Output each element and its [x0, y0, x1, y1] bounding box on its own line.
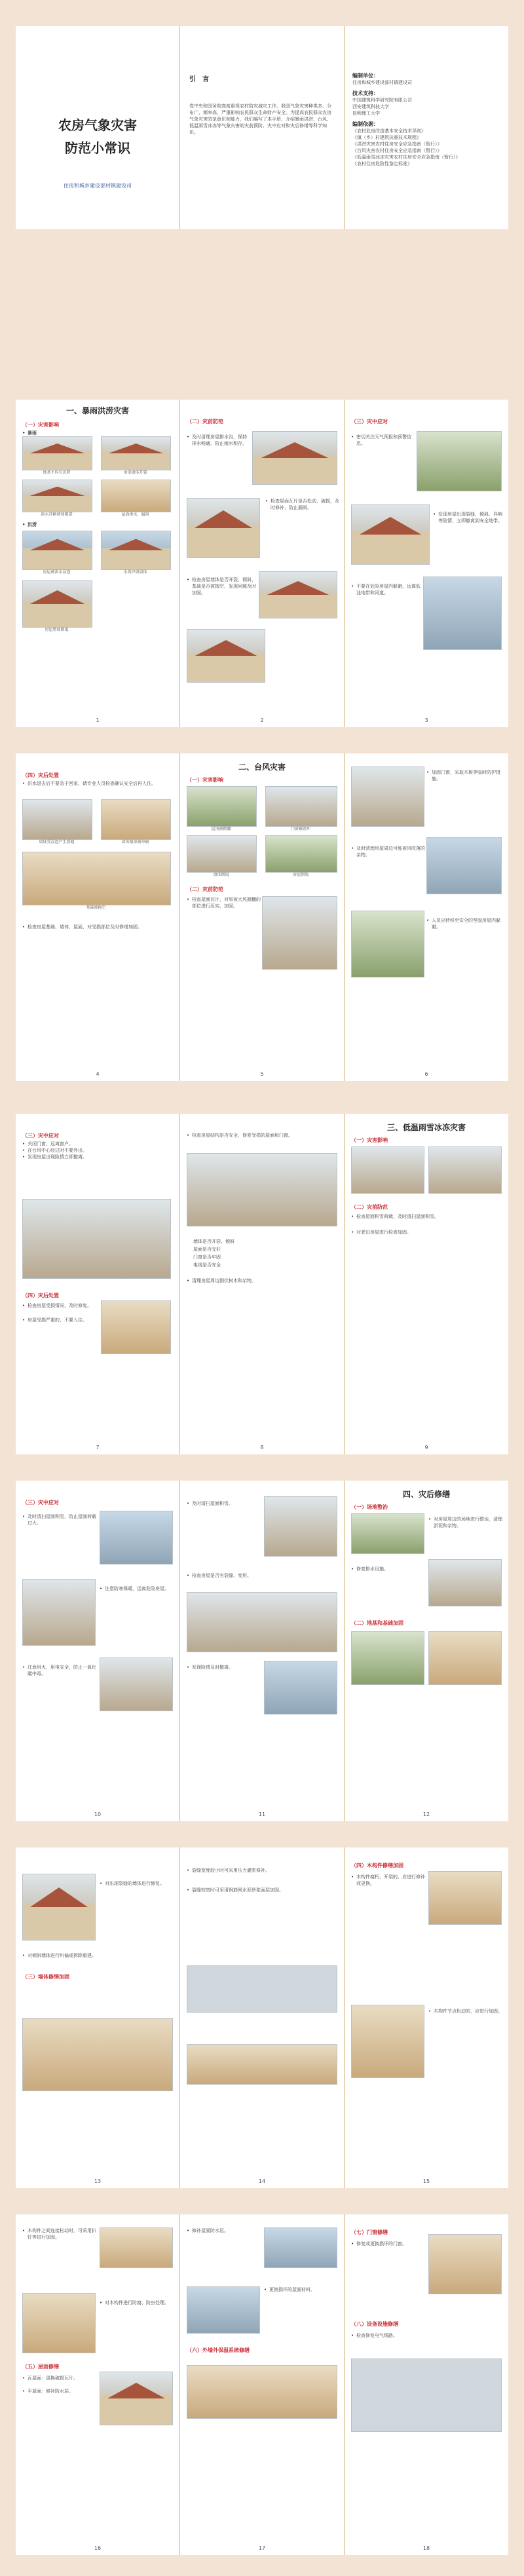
- p9-img-2: [428, 1146, 502, 1194]
- page-number: 2: [260, 717, 264, 723]
- p1-img-5: [22, 531, 92, 570]
- p6-item-3: • 人员应转移至安全的坚固房屋内躲避。: [426, 917, 506, 930]
- intro-page: [180, 26, 344, 229]
- page-17: [180, 2214, 344, 2555]
- p1-sub1: • 暴雨: [22, 430, 173, 436]
- p5-cap-4: 房屋倒塌: [292, 873, 309, 877]
- page-number: 3: [424, 717, 428, 723]
- page-18: [345, 2214, 508, 2555]
- p11-img-3: [264, 1661, 337, 1714]
- p16-img-1: [100, 2227, 173, 2268]
- page-number: 4: [96, 1071, 100, 1077]
- page-13: [16, 1847, 179, 2188]
- p11-item-1: • 及时清扫屋面积雪。: [187, 1500, 264, 1507]
- p7-img-1: [22, 1199, 171, 1279]
- page-1: [16, 400, 179, 727]
- intro-heading: 引 言: [189, 76, 209, 83]
- p5-heading: （一）灾害影响: [187, 777, 223, 783]
- p7-item-5: • 房屋受损严重的，不要入住。: [22, 1317, 100, 1323]
- p4-img-3: [22, 852, 171, 905]
- editor-label: 编制单位：: [352, 73, 379, 79]
- p7-heading-2: （四）灾后处置: [22, 1293, 59, 1298]
- page-number: 17: [258, 2545, 266, 2551]
- p11-img-2: [187, 1592, 337, 1652]
- p7-img-2: [101, 1300, 171, 1354]
- p15-item-1: • 木构件腐朽、开裂的，应进行修补或更换。: [351, 1874, 428, 1887]
- page-15: [345, 1847, 508, 2188]
- page-5: [180, 753, 344, 1081]
- p8-item-2: • 清理房屋周边倒伏树木和杂物。: [187, 1278, 341, 1284]
- p1-sub2: • 洪涝: [22, 521, 37, 528]
- p1-img-6: [101, 531, 171, 570]
- intro-text: 党中央和国务院高度重视农村防灾减灾工作，我国气象灾害种类多、分布广、频率高，严重影响农民群众生命财产安全。为提高农民群众农房气象灾害防范意识和能力，我们编写了本手册，介绍暴雨洪涝、台风、低温雨雪冰冻等气象灾害的灾前预防、灾中应对和灾后修缮等科学知识。: [189, 104, 331, 135]
- p3-item-2: • 发现房屋出现裂缝、倾斜、异响等险情，立即撤离到安全地带。: [433, 511, 506, 524]
- p12-img-4: [428, 1631, 502, 1685]
- p5-item-1: • 检查屋面瓦片，对易被大风掀翻的部位进行压实、加固。: [187, 896, 264, 909]
- p1-cap-2: 承重墙体开裂: [123, 470, 147, 475]
- basis-value-5: 《低温雨雪冰冻灾害农村住房安全应急指南（暂行）》: [352, 155, 460, 160]
- page-number: 5: [260, 1071, 264, 1077]
- p10-item-2: • 注意防寒保暖，远离危险房屋。: [100, 1585, 177, 1592]
- p8-list-4: 电线是否安全: [193, 1262, 221, 1268]
- p11-item-3: • 发现险情及时撤离。: [187, 1664, 264, 1671]
- p1-cap-7: 房屋整体倒塌: [45, 628, 69, 632]
- p11-img-1: [264, 1496, 337, 1557]
- p3-img-1: [417, 431, 502, 491]
- basis-value-6: 《农村住房危险性鉴定标准》: [352, 161, 412, 166]
- p15-item-2: • 木构件节点松动的，应进行加固。: [428, 2008, 506, 2015]
- editor-value: 住房和城乡建设部村镇建设司: [352, 80, 412, 85]
- p10-item-1: • 及时清扫屋面积雪，防止屋面荷载过大。: [22, 1513, 100, 1526]
- p2-img-3: [259, 571, 337, 618]
- p3-item-3: • 不要在危险房屋内躲避，远离低洼地带和河道。: [351, 583, 422, 596]
- page-number: 13: [94, 2178, 102, 2184]
- p4-img-1: [22, 799, 92, 840]
- page-7: [16, 1114, 179, 1454]
- p4-cap-2: 墙体根部被冲刷: [121, 840, 149, 844]
- p12-item-1: • 对房屋周边的场地进行整治，清理淤泥和杂物。: [428, 1516, 506, 1529]
- page-number: 10: [94, 1811, 102, 1817]
- p1-heading: （一）灾害影响: [22, 422, 59, 428]
- page-10: [16, 1481, 179, 1821]
- cover-page: [16, 26, 179, 229]
- p8-list-2: 屋面是否完好: [193, 1247, 221, 1252]
- credits-page: [345, 26, 508, 229]
- section-2-title: 二、台风灾害: [238, 763, 286, 772]
- p2-item-1: • 及时清理房屋排水沟，保持排水畅通，防止雨水积存。: [187, 434, 251, 447]
- p4-cap-3: 基础被掏空: [86, 905, 106, 910]
- p18-img-1: [428, 2234, 502, 2294]
- page-number: 7: [96, 1445, 100, 1450]
- p12-heading: （一）场地整治: [351, 1504, 388, 1510]
- basis-value-4: 《台风灾害农村住房安全应急指南（暂行）》: [352, 148, 442, 153]
- p10-heading: （三）灾中应对: [22, 1500, 59, 1506]
- page-6: [345, 753, 508, 1081]
- p1-img-1: [22, 436, 92, 470]
- p13-heading: （三）墙体修缮加固: [22, 1974, 69, 1980]
- p2-img-2: [187, 498, 260, 558]
- p17-img-3: [187, 2365, 337, 2419]
- spread-1: [16, 400, 508, 727]
- p5-img-3: [187, 835, 257, 873]
- page-number: 18: [422, 2545, 430, 2551]
- p4-img-2: [101, 799, 171, 840]
- p6-item-1: • 加固门窗，采取木板等临时防护措施。: [426, 769, 506, 782]
- page-number: 8: [260, 1445, 264, 1450]
- p10-img-2: [22, 1579, 96, 1646]
- p2-img-4: [187, 629, 265, 683]
- spread-5: [16, 1847, 508, 2188]
- p2-item-2: • 检查屋面瓦片是否松动、破损，及时修补，防止漏雨。: [265, 498, 341, 511]
- p7-item-2: • 在台风中心经过时不要外出。: [22, 1147, 173, 1154]
- p16-item-4: • 平屋面：修补防水层。: [22, 2388, 100, 2395]
- p18-item-1: • 修复或更换损坏的门窗。: [351, 2241, 428, 2247]
- p6-img-3: [351, 911, 424, 977]
- support-value-3: 昆明理工大学: [352, 111, 380, 116]
- page-number: 6: [424, 1071, 428, 1077]
- p5-img-4: [265, 835, 337, 873]
- p16-item-2: • 对木构件进行防腐、防虫处理。: [100, 2300, 177, 2306]
- p16-item-3: • 瓦屋面：更换破损瓦片。: [22, 2375, 100, 2381]
- p5-cap-1: 屋顶被掀翻: [211, 827, 231, 831]
- page-11: [180, 1481, 344, 1821]
- p5-cap-2: 门窗被毁坏: [290, 827, 310, 831]
- p7-item-3: • 发现房屋出现险情立即撤离。: [22, 1154, 173, 1160]
- p4-cap-1: 墙体受浸泡产生裂缝: [39, 840, 75, 844]
- p13-item-2: • 对倾斜墙体进行纠偏或拆除重建。: [22, 1952, 177, 1959]
- p15-heading: （四）木构件修缮加固: [351, 1863, 403, 1868]
- page-14: [180, 1847, 344, 2188]
- p9-item-2: • 对老旧房屋进行检查加固。: [351, 1229, 506, 1236]
- p4-heading: （四）灾后处置: [22, 772, 59, 778]
- p12-item-2: • 修复排水设施。: [351, 1566, 428, 1572]
- p2-item-3: • 检查房屋墙体是否开裂、倾斜，基础是否被掏空，发现问题及时加固。: [187, 577, 257, 596]
- basis-value-2: 《镇（乡）村建筑抗震技术规程》: [352, 135, 421, 140]
- p7-item-4: • 检查房屋受损情况，及时修复。: [22, 1302, 100, 1309]
- p1-cap-6: 水流冲毁墙体: [123, 570, 147, 575]
- p9-heading: （一）灾害影响: [351, 1137, 388, 1143]
- p6-img-1: [351, 767, 424, 827]
- page-number: 1: [96, 717, 100, 723]
- p5-img-5: [262, 896, 337, 970]
- page-number: 15: [422, 2178, 430, 2184]
- basis-label: 编制依据：: [352, 121, 379, 127]
- p12-img-3: [351, 1631, 424, 1685]
- p10-img-1: [100, 1511, 173, 1564]
- p16-item-1: • 木构件之间连接松动时，可采用扒钉等进行加固。: [22, 2227, 96, 2241]
- p17-img-1: [264, 2227, 337, 2268]
- p17-item-2: • 更换损坏的屋面材料。: [264, 2286, 341, 2293]
- p1-cap-5: 房屋被洪水浸泡: [43, 570, 71, 575]
- page-number: 9: [424, 1445, 428, 1450]
- p16-img-3: [100, 2372, 173, 2425]
- p1-cap-4: 屋面渗水、漏雨: [121, 512, 149, 517]
- page-4: [16, 753, 179, 1081]
- spread-2: [16, 753, 508, 1081]
- p3-img-2: [351, 504, 430, 565]
- p9-heading-2: （二）灾前防范: [351, 1204, 388, 1210]
- p6-item-2: • 及时清理房屋周边可能被风吹落的杂物。: [351, 845, 425, 858]
- p1-img-7: [22, 580, 92, 628]
- p3-heading: （三）灾中应对: [351, 419, 388, 425]
- p14-img-1: [187, 1965, 337, 2013]
- p17-heading: （六）外墙外保温系统修缮: [187, 2347, 250, 2353]
- p1-cap-1: 地基不均匀沉降: [43, 470, 71, 475]
- page-number: 11: [258, 1811, 266, 1817]
- p1-img-3: [22, 480, 92, 512]
- page-12: [345, 1481, 508, 1821]
- p17-item-1: • 修补屋面防水层。: [187, 2227, 264, 2234]
- spread-4: [16, 1481, 508, 1821]
- p4-item-1: • 洪水退去后不要急于回家，请专业人员检查确认安全后再入住。: [22, 780, 173, 787]
- p18-heading: （七）门窗修缮: [351, 2229, 388, 2235]
- p16-img-2: [22, 2293, 96, 2353]
- p14-item-1: • 裂缝宽度较小时可采用压力灌浆修补。: [187, 1867, 341, 1874]
- p5-img-2: [265, 786, 337, 827]
- p18-heading-2: （八）设备设施修缮: [351, 2321, 398, 2327]
- spread-cover: [16, 26, 508, 229]
- p13-img-2: [22, 2018, 173, 2091]
- p7-heading: （三）灾中应对: [22, 1133, 59, 1139]
- p6-img-2: [426, 837, 502, 894]
- p12-heading-2: （二）地基和基础加固: [351, 1620, 403, 1626]
- p12-img-1: [351, 1513, 424, 1554]
- page-2: [180, 400, 344, 727]
- p3-img-3: [423, 577, 502, 650]
- section-3-title: 三、低温雨雪冰冻灾害: [386, 1123, 466, 1132]
- p10-img-3: [100, 1657, 173, 1711]
- p18-item-2: • 检查修复电气线路。: [351, 2332, 506, 2339]
- p5-img-1: [187, 786, 257, 827]
- page-9: [345, 1114, 508, 1454]
- p1-img-4: [101, 480, 171, 512]
- p8-item-1: • 检查房屋结构是否安全，修复受损的屋面和门窗。: [187, 1132, 337, 1139]
- support-label: 技术支持：: [352, 90, 379, 96]
- basis-value-1: 《农村危房改造基本安全技术导则》: [352, 128, 426, 134]
- p12-img-2: [428, 1559, 502, 1606]
- p8-img-1: [187, 1153, 337, 1226]
- p3-item-1: • 密切关注天气预报和预警信息。: [351, 434, 415, 447]
- basis-value-3: 《洪涝灾害农村住房安全应急指南（暂行）》: [352, 142, 442, 147]
- cover-title-2: 防范小常识: [65, 140, 130, 156]
- spread-6: [16, 2214, 508, 2555]
- p9-img-1: [351, 1146, 424, 1194]
- p8-list-1: 墙体是否开裂、倾斜: [193, 1239, 234, 1244]
- section-4-title: 四、灾后修缮: [402, 1490, 450, 1499]
- page-8: [180, 1114, 344, 1454]
- p9-item-1: • 检查屋面积雪荷载，及时清扫屋面积雪。: [351, 1213, 506, 1220]
- p15-img-2: [351, 2005, 424, 2078]
- p1-cap-3: 雨水冲刷墙体根部: [41, 512, 73, 517]
- p17-img-2: [187, 2286, 260, 2334]
- support-value-2: 西安建筑科技大学: [352, 104, 389, 109]
- support-value-1: 中国建筑科学研究院有限公司: [352, 98, 412, 103]
- p10-item-3: • 注意用火、用电安全，防止一氧化碳中毒。: [22, 1664, 100, 1677]
- cover-title-1: 农房气象灾害: [58, 117, 137, 133]
- p5-heading-2: （二）灾前防范: [187, 886, 223, 892]
- page-number: 14: [258, 2178, 266, 2184]
- section-1-title: 一、暴雨洪涝灾害: [66, 406, 129, 415]
- p2-heading: （二）灾前防范: [187, 419, 223, 425]
- p5-cap-3: 墙体倒塌: [213, 873, 229, 877]
- spread-3: [16, 1114, 508, 1454]
- page-16: [16, 2214, 179, 2555]
- p15-img-1: [428, 1871, 502, 1925]
- page-number: 12: [422, 1811, 430, 1817]
- p14-img-2: [187, 2044, 337, 2085]
- page-3: [345, 400, 508, 727]
- p14-item-2: • 裂缝较宽时可采用钢筋网水泥砂浆面层加固。: [187, 1887, 341, 1893]
- p16-heading: （五）屋面修缮: [22, 2364, 59, 2370]
- p4-item-2: • 检查房屋基础、墙体、屋面，对受损部位及时修缮加固。: [22, 924, 175, 930]
- p13-item-1: • 对出现裂缝的墙体进行修复。: [100, 1880, 177, 1887]
- p1-img-2: [101, 436, 171, 470]
- p11-item-2: • 检查房屋是否有裂缝、变形。: [187, 1572, 341, 1579]
- p8-list-3: 门窗是否牢固: [193, 1255, 221, 1260]
- page-number: 16: [94, 2545, 102, 2551]
- cover-publisher: 住房和城乡建设部村镇建设司: [64, 183, 132, 189]
- p18-img-2: [351, 2358, 502, 2432]
- p13-img-1: [22, 1874, 96, 1941]
- p2-img-1: [252, 431, 337, 485]
- p7-item-1: • 关闭门窗，远离窗户。: [22, 1141, 173, 1147]
